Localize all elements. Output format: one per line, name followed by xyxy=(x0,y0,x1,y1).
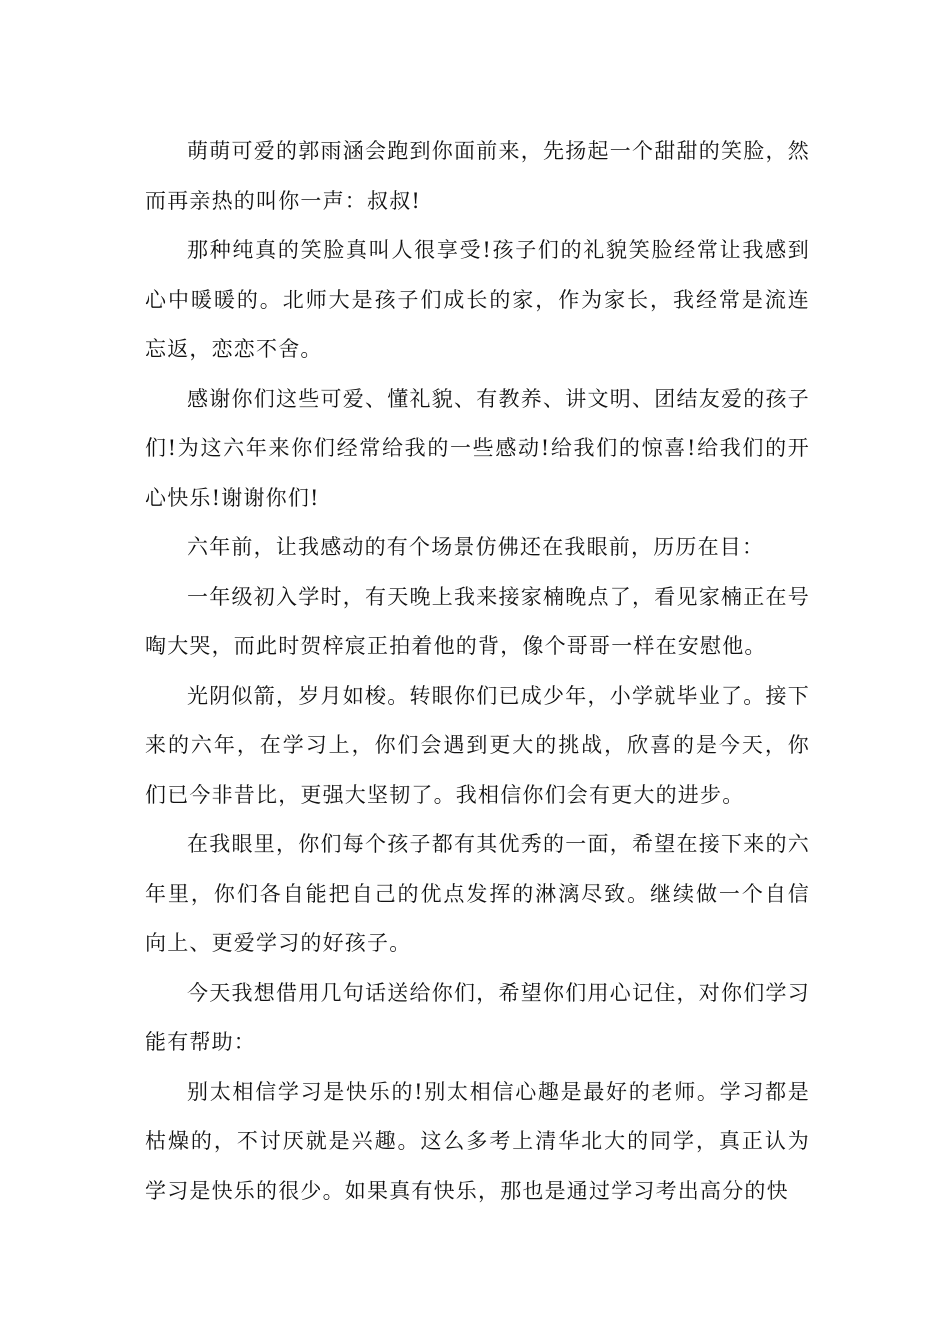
paragraph-4: 六年前，让我感动的有个场景仿佛还在我眼前，历历在目： xyxy=(187,535,765,559)
paragraph-6: 光阴似箭，岁月如梭。转眼你们已成少年，小学就毕业了。接下来的六年，在学习上，你们会遇到更大的挑战，欣喜的是今天，你们已今非昔比，更强大坚韧了。我相信你们会有更大的进步。 xyxy=(145,683,810,807)
paragraph-2: 那种纯真的笑脸真叫人很享受!孩子们的礼貌笑脸经常让我感到心中暖暖的。北师大是孩子们成长的家，作为家长，我经常是流连忘返，恋恋不舍。 xyxy=(145,238,810,361)
document-body xyxy=(145,127,810,1216)
paragraph-5: 一年级初入学时，有天晚上我来接家楠晚点了，看见家楠正在号啕大哭，而此时贺梓宸正拍着他的背，像个哥哥一样在安慰他。 xyxy=(145,584,810,658)
paragraph-7: 在我眼里，你们每个孩子都有其优秀的一面，希望在接下来的六年里，你们各自能把自己的优点发挥的淋漓尽致。继续做一个自信向上、更爱学习的好孩子。 xyxy=(145,832,810,955)
paragraph-3: 感谢你们这些可爱、懂礼貌、有教养、讲文明、团结友爱的孩子们!为这六年来你们经常给我的一些感动!给我们的惊喜!给我们的开心快乐!谢谢你们! xyxy=(145,386,810,510)
paragraph-8: 今天我想借用几句话送给你们，希望你们用心记住，对你们学习能有帮助： xyxy=(145,980,810,1054)
paragraph-1: 萌萌可爱的郭雨涵会跑到你面前来，先扬起一个甜甜的笑脸，然而再亲热的叫你一声：叔叔! xyxy=(145,139,810,213)
paragraph-9: 别太相信学习是快乐的!别太相信心趣是最好的老师。学习都是枯燥的，不讨厌就是兴趣。这么多考上清华北大的同学，真正认为学习是快乐的很少。如果真有快乐，那也是通过学习考出高分的快 xyxy=(145,1079,810,1203)
